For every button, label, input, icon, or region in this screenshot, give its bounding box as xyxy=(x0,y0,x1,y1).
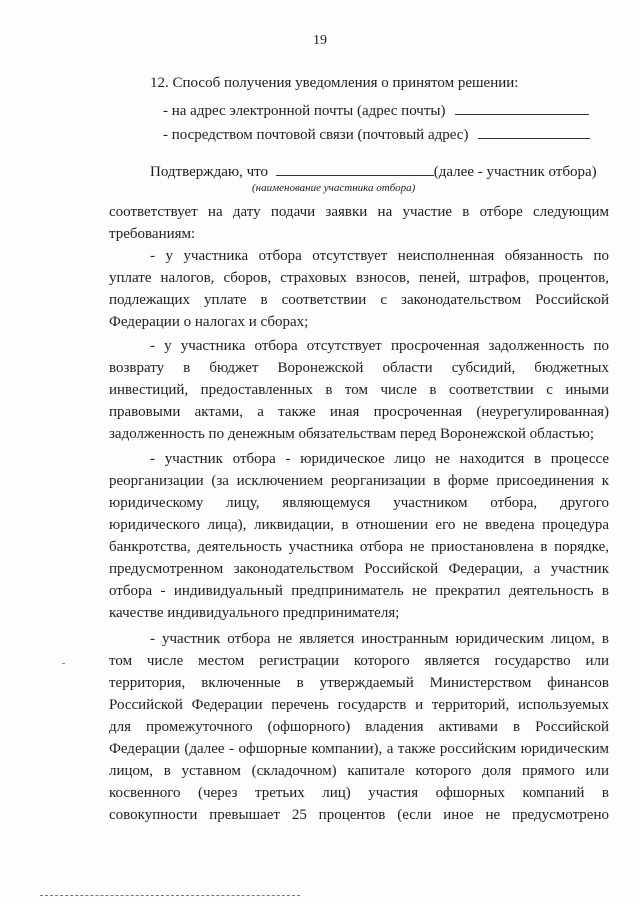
body-line: качестве индивидуального предпринимателя; xyxy=(109,605,400,621)
confirm-row xyxy=(150,161,597,181)
body-line: том числе местом регистрации которого является государство или xyxy=(109,653,609,669)
page-number: 19 xyxy=(313,33,327,48)
body-line: возврату в бюджет Воронежской области субсидий, бюджетных xyxy=(109,360,609,376)
body-line: задолженность по денежным обязательствам перед Воронежской областью; xyxy=(109,426,595,442)
body-line: отбора - индивидуальный предприниматель не прекратил деятельность в xyxy=(109,583,609,599)
item12-heading: 12. Способ получения уведомления о принятом решении: xyxy=(150,75,519,91)
body-line: соответствует на дату подачи заявки на участие в отборе следующим xyxy=(109,204,609,220)
body-line: Федерации (далее - офшорные компании), а также российским юридическим xyxy=(109,741,609,757)
body-line: - у участника отбора отсутствует просроченная задолженность по xyxy=(150,338,609,354)
body-line: юридического лица), ликвидации, в отношении его не введена процедура xyxy=(109,517,609,533)
body-line: требованиям: xyxy=(109,226,196,242)
body-line: совокупности превышает 25 процентов (если иное не предусмотрено xyxy=(109,807,609,823)
email-option-row xyxy=(163,100,589,120)
post-option-row xyxy=(163,124,590,144)
body-line: Российской Федерации перечень государств и территорий, используемых xyxy=(109,697,609,713)
body-line: - участник отбора - юридическое лицо не находится в процессе xyxy=(150,451,609,467)
body-line: Федерации о налогах и сборах; xyxy=(109,314,309,330)
body-line: косвенного (через третьих лиц) участия офшорных компаний в xyxy=(109,785,609,801)
participant-name-blank xyxy=(276,161,434,176)
body-line: предусмотренном законодательством Российской Федерации, а участник xyxy=(109,561,609,577)
body-line: реорганизации (за исключением реорганизации в форме присоединения к xyxy=(109,473,609,489)
postal-address-blank xyxy=(478,124,590,139)
body-line: - участник отбора не является иностранным юридическим лицом, в xyxy=(150,631,609,647)
email-address-blank xyxy=(455,100,589,115)
email-option-label: - на адрес электронной почты (адрес почты) xyxy=(163,103,446,119)
confirm-prefix: Подтверждаю, что xyxy=(150,164,269,180)
body-line: инвестиций, предоставленных в том числе в соответствии с иными xyxy=(109,382,609,398)
body-line: правовыми актами, а также иная просроченная (неурегулированная) xyxy=(109,404,609,420)
body-line: юридическому лицу, являющемуся участником отбора, другого xyxy=(109,495,609,511)
scan-speck xyxy=(62,663,65,664)
body-line: территория, включенные в утверждаемый Министерством финансов xyxy=(109,675,609,691)
body-line: для промежуточного (офшорного) владения активами в Российской xyxy=(109,719,609,735)
body-line: лицом, в уставном (складочном) капитале которого доля прямого или xyxy=(109,763,609,779)
body-line: - у участника отбора отсутствует неисполненная обязанность по xyxy=(150,248,609,264)
confirm-suffix: (далее - участник отбора) xyxy=(433,164,597,180)
body-line: банкротства, деятельность участника отбора не приостановлена в порядке, xyxy=(109,539,609,555)
post-option-label: - посредством почтовой связи (почтовый адрес) xyxy=(163,127,469,143)
body-line: уплате налогов, сборов, страховых взносов, пеней, штрафов, процентов, xyxy=(109,270,609,286)
participant-name-caption: (наименование участника отбора) xyxy=(252,182,416,194)
footer-rule xyxy=(40,895,300,896)
body-line: подлежащих уплате в соответствии с законодательством Российской xyxy=(109,292,609,308)
